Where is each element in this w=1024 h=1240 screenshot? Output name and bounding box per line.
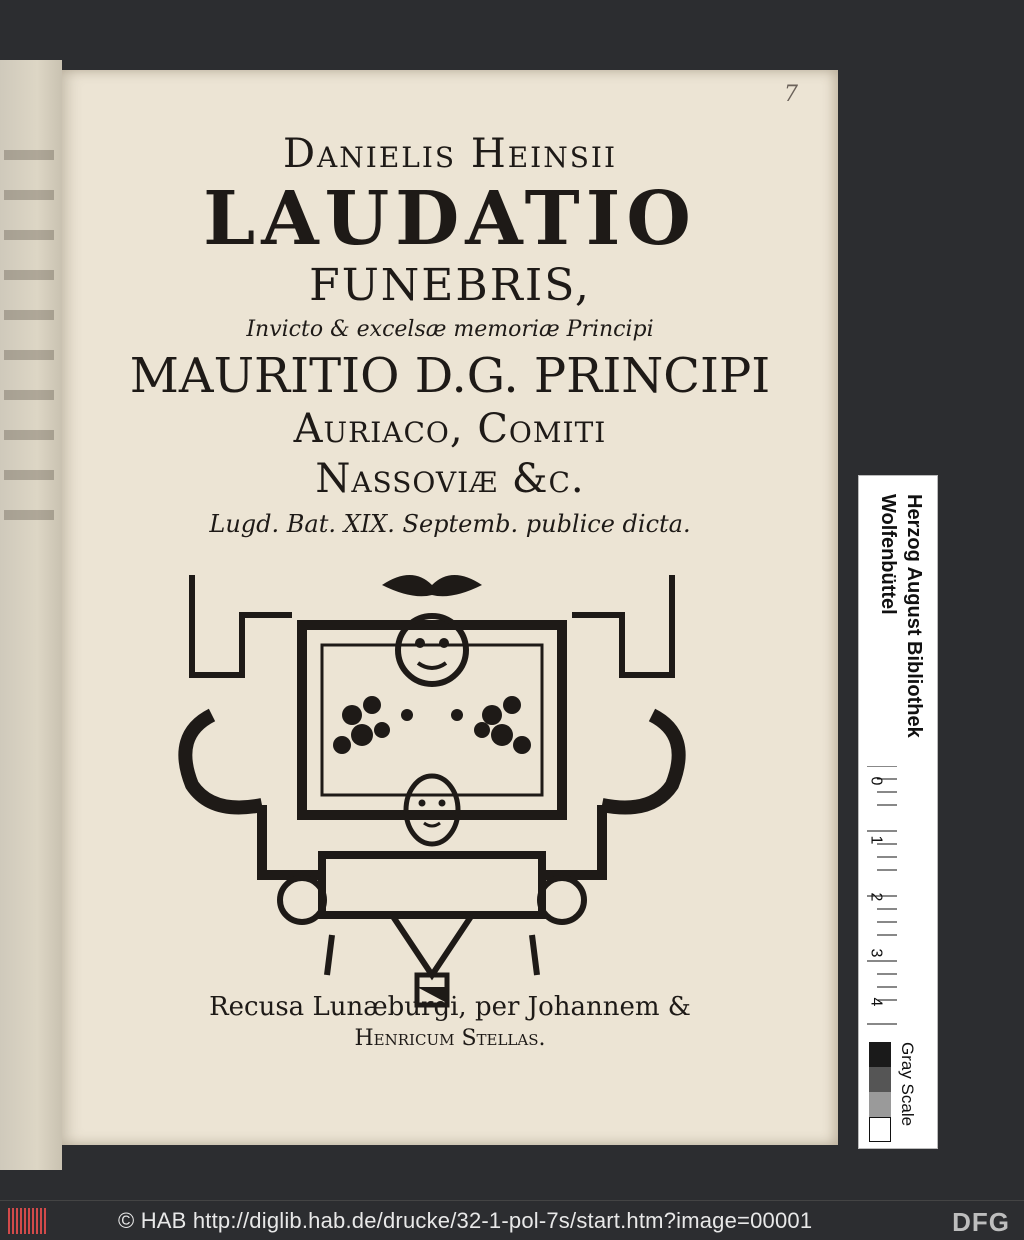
copyright-url[interactable]: © HAB http://diglib.hab.de/drucke/32-1-pol-7s/start.htm?image=00001 <box>118 1207 813 1233</box>
previous-page-edge <box>0 60 62 1170</box>
scale-number-3: 3 <box>867 948 885 958</box>
dfg-logo: DFG <box>952 1207 1010 1237</box>
scale-number-4: 4 <box>867 997 885 1007</box>
imprint-line-1: Recusa Lunæburgi, per Johannem & <box>209 992 691 1022</box>
printers-ornament-woodcut <box>152 555 712 1015</box>
main-title: LAUDATIO <box>203 176 697 262</box>
titles-line-1: Auriaco, Comiti <box>293 406 607 452</box>
imprint-line-2: Henricum Stellas. <box>354 1026 546 1051</box>
subtitle: FUNEBRIS, <box>309 260 591 311</box>
hab-logo-icon <box>8 1208 48 1234</box>
institution-line-1: Herzog August Bibliothek <box>903 494 925 738</box>
gray-swatch-dark <box>869 1067 891 1092</box>
gray-swatch-black <box>869 1042 891 1067</box>
color-scale-ruler <box>858 475 938 1149</box>
imprint <box>62 990 838 1054</box>
scale-number-1: 1 <box>867 835 885 845</box>
gray-scale-label: Gray Scale <box>898 1042 917 1127</box>
dedication-line: Invicto & excelsæ memoriæ Principi <box>246 317 654 342</box>
gray-swatch-white <box>869 1117 891 1142</box>
scale-number-0: 0 <box>867 776 885 786</box>
page-number: 7 <box>784 82 798 107</box>
titles-line-2: Nassoviæ &c. <box>315 456 585 502</box>
title-page <box>62 70 838 1145</box>
author-line: Danielis Heinsii <box>282 131 618 177</box>
institution-line-2: Wolfenbüttel <box>877 494 899 615</box>
honoree-name: MAURITIO D.G. PRINCIPI <box>129 348 771 404</box>
gray-swatch-mid <box>869 1092 891 1117</box>
date-line: Lugd. Bat. XIX. Septemb. publice dicta. <box>209 510 691 538</box>
footer-bar <box>0 1200 1024 1240</box>
scale-number-2: 2 <box>867 892 885 902</box>
title-block <box>62 130 838 544</box>
